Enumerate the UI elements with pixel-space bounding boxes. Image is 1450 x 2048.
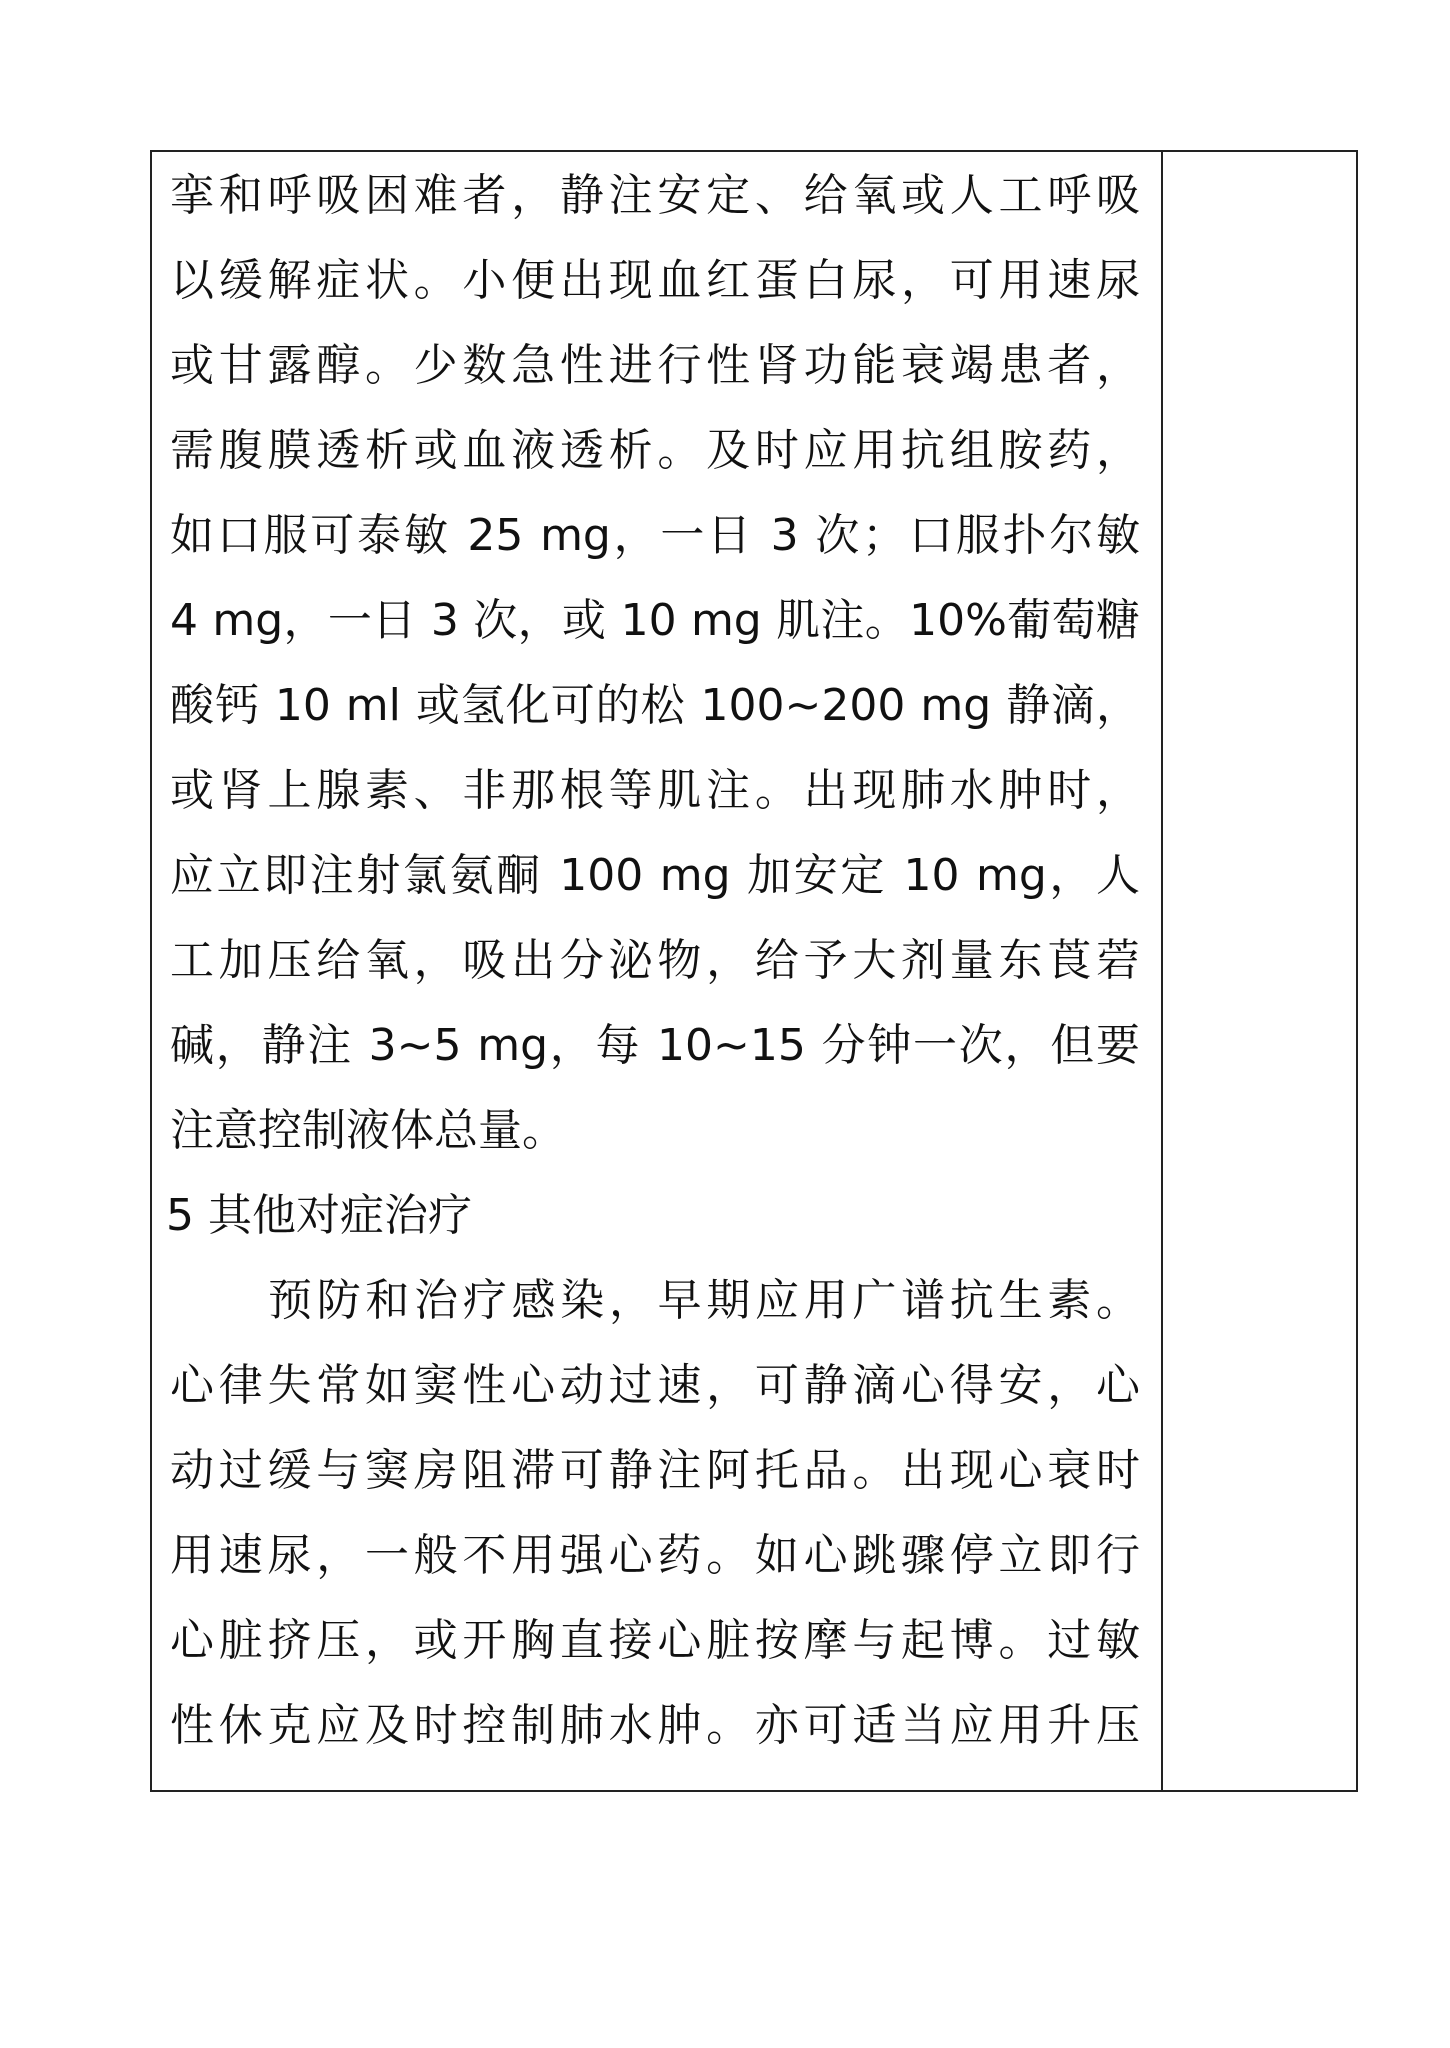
text-line: 心律失常如窦性心动过速，可静滴心得安，心: [170, 1360, 1140, 1411]
text-line: 碱，静注 3~5 mg，每 10~15 分钟一次，但要: [170, 1020, 1140, 1071]
empty-side-cell: [1163, 152, 1356, 1790]
text-line: 性休克应及时控制肺水肿。亦可适当应用升压: [170, 1700, 1140, 1751]
text-line: 预防和治疗感染，早期应用广谱抗生素。: [268, 1275, 1140, 1326]
text-line: 以缓解症状。小便出现血红蛋白尿，可用速尿: [170, 255, 1140, 306]
section-heading: 5 其他对症治疗: [166, 1190, 472, 1241]
text-line: 如口服可泰敏 25 mg，一日 3 次；口服扑尔敏: [170, 510, 1140, 561]
text-line: 或甘露醇。少数急性进行性肾功能衰竭患者，: [170, 340, 1140, 391]
text-line: 挛和呼吸困难者，静注安定、给氧或人工呼吸: [170, 170, 1140, 221]
text-line: 心脏挤压，或开胸直接心脏按摩与起博。过敏: [170, 1615, 1140, 1666]
text-line: 动过缓与窦房阻滞可静注阿托品。出现心衰时: [170, 1445, 1140, 1496]
main-text-cell: [152, 152, 1163, 1790]
text-line: 酸钙 10 ml 或氢化可的松 100~200 mg 静滴，: [170, 680, 1140, 731]
text-line: 或肾上腺素、非那根等肌注。出现肺水肿时，: [170, 765, 1140, 816]
text-line: 4 mg，一日 3 次，或 10 mg 肌注。10%葡萄糖: [170, 595, 1140, 646]
text-line: 用速尿，一般不用强心药。如心跳骤停立即行: [170, 1530, 1140, 1581]
text-line: 注意控制液体总量。: [170, 1105, 566, 1156]
text-line: 需腹膜透析或血液透析。及时应用抗组胺药，: [170, 425, 1140, 476]
text-line: 工加压给氧，吸出分泌物，给予大剂量东莨菪: [170, 935, 1140, 986]
text-line: 应立即注射氯氨酮 100 mg 加安定 10 mg，人: [170, 850, 1140, 901]
document-table: [150, 150, 1358, 1792]
